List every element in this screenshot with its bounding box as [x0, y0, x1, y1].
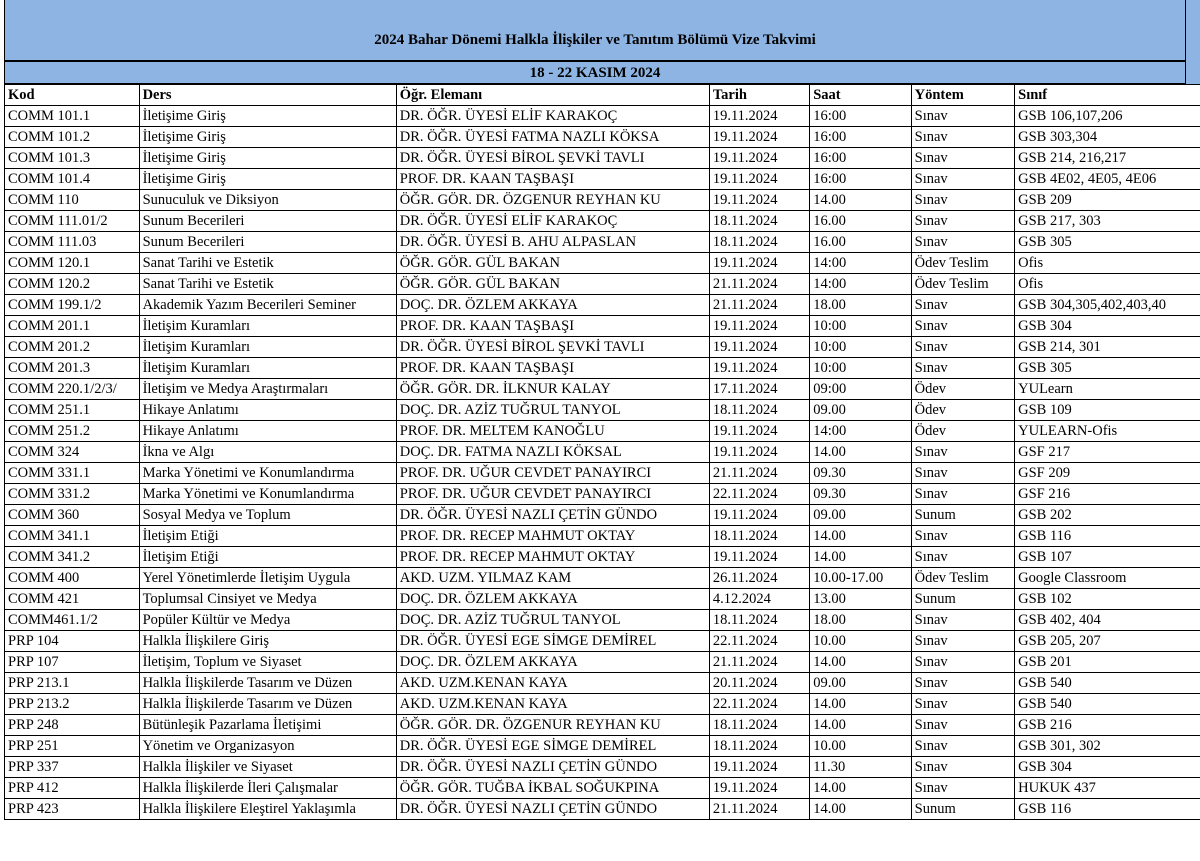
- cell-tarih[interactable]: 19.11.2024: [709, 547, 809, 568]
- cell-sinif[interactable]: GSB 540: [1015, 673, 1200, 694]
- cell-sinif[interactable]: GSF 216: [1015, 484, 1200, 505]
- cell-tarih[interactable]: 21.11.2024: [709, 463, 809, 484]
- cell-saat[interactable]: 16.00: [810, 232, 911, 253]
- cell-yontem[interactable]: Sınav: [911, 736, 1014, 757]
- cell-ders[interactable]: İletişime Giriş: [139, 169, 396, 190]
- cell-sinif[interactable]: GSB 214, 216,217: [1015, 148, 1200, 169]
- cell-yontem[interactable]: Ödev Teslim: [911, 568, 1014, 589]
- cell-saat[interactable]: 09.00: [810, 505, 911, 526]
- cell-sinif[interactable]: GSB 107: [1015, 547, 1200, 568]
- cell-tarih[interactable]: 22.11.2024: [709, 631, 809, 652]
- cell-ogr-elemani[interactable]: DOÇ. DR. ÖZLEM AKKAYA: [396, 295, 709, 316]
- cell-ders[interactable]: Sunum Becerileri: [139, 232, 396, 253]
- cell-yontem[interactable]: Sunum: [911, 505, 1014, 526]
- cell-tarih[interactable]: 19.11.2024: [709, 190, 809, 211]
- cell-saat[interactable]: 10.00: [810, 736, 911, 757]
- cell-tarih[interactable]: 19.11.2024: [709, 337, 809, 358]
- table-row: [5, 673, 1200, 694]
- cell-yontem[interactable]: Ödev: [911, 400, 1014, 421]
- cell-saat[interactable]: 14:00: [810, 253, 911, 274]
- cell-saat[interactable]: 14.00: [810, 778, 911, 799]
- cell-ders[interactable]: İletişim Kuramları: [139, 337, 396, 358]
- cell-ogr-elemani[interactable]: DR. ÖĞR. ÜYESİ BİROL ŞEVKİ TAVLI: [396, 148, 709, 169]
- cell-ogr-elemani[interactable]: DR. ÖĞR. ÜYESİ ELİF KARAKOÇ: [396, 211, 709, 232]
- cell-sinif[interactable]: GSB 102: [1015, 589, 1200, 610]
- cell-yontem[interactable]: Sınav: [911, 631, 1014, 652]
- cell-saat[interactable]: 14:00: [810, 274, 911, 295]
- cell-ogr-elemani[interactable]: AKD. UZM.KENAN KAYA: [396, 694, 709, 715]
- cell-yontem[interactable]: Sınav: [911, 694, 1014, 715]
- header-cell-sinif[interactable]: Sınıf: [1015, 85, 1200, 106]
- cell-sinif[interactable]: Ofis: [1015, 274, 1200, 295]
- cell-saat[interactable]: 09.00: [810, 673, 911, 694]
- cell-ogr-elemani[interactable]: AKD. UZM.KENAN KAYA: [396, 673, 709, 694]
- table-row: [5, 589, 1200, 610]
- cell-yontem[interactable]: Sınav: [911, 757, 1014, 778]
- cell-yontem[interactable]: Sınav: [911, 673, 1014, 694]
- cell-ders[interactable]: Hikaye Anlatımı: [139, 400, 396, 421]
- cell-ogr-elemani[interactable]: ÖĞR. GÖR. DR. ÖZGENUR REYHAN KU: [396, 715, 709, 736]
- cell-sinif[interactable]: GSB 540: [1015, 694, 1200, 715]
- cell-kod[interactable]: COMM 111.01/2: [5, 211, 140, 232]
- cell-ogr-elemani[interactable]: DOÇ. DR. AZİZ TUĞRUL TANYOL: [396, 610, 709, 631]
- cell-saat[interactable]: 14.00: [810, 442, 911, 463]
- cell-kod[interactable]: COMM 201.2: [5, 337, 140, 358]
- cell-saat[interactable]: 14:00: [810, 421, 911, 442]
- schedule-table: [4, 84, 1200, 820]
- table-row: [5, 421, 1200, 442]
- cell-sinif[interactable]: GSB 205, 207: [1015, 631, 1200, 652]
- cell-saat[interactable]: 16:00: [810, 106, 911, 127]
- cell-sinif[interactable]: GSB 217, 303: [1015, 211, 1200, 232]
- cell-ders[interactable]: İletişim Etiği: [139, 547, 396, 568]
- cell-ders[interactable]: Sosyal Medya ve Toplum: [139, 505, 396, 526]
- cell-yontem[interactable]: Sınav: [911, 463, 1014, 484]
- cell-yontem[interactable]: Sınav: [911, 547, 1014, 568]
- date-range[interactable]: 18 - 22 KASIM 2024: [4, 61, 1186, 84]
- table-row: [5, 526, 1200, 547]
- table-row: [5, 337, 1200, 358]
- cell-ders[interactable]: Halkla İlişkiler ve Siyaset: [139, 757, 396, 778]
- cell-saat[interactable]: 14.00: [810, 652, 911, 673]
- table-row: [5, 358, 1200, 379]
- cell-kod[interactable]: COMM 199.1/2: [5, 295, 140, 316]
- cell-saat[interactable]: 18.00: [810, 295, 911, 316]
- cell-ogr-elemani[interactable]: PROF. DR. KAAN TAŞBAŞI: [396, 358, 709, 379]
- cell-kod[interactable]: PRP 412: [5, 778, 140, 799]
- cell-saat[interactable]: 16.00: [810, 211, 911, 232]
- cell-ogr-elemani[interactable]: PROF. DR. UĞUR CEVDET PANAYIRCI: [396, 484, 709, 505]
- cell-sinif[interactable]: YULearn: [1015, 379, 1200, 400]
- cell-kod[interactable]: COMM 101.4: [5, 169, 140, 190]
- cell-saat[interactable]: 11.30: [810, 757, 911, 778]
- cell-kod[interactable]: PRP 107: [5, 652, 140, 673]
- table-row: [5, 694, 1200, 715]
- cell-tarih[interactable]: 19.11.2024: [709, 421, 809, 442]
- cell-saat[interactable]: 14.00: [810, 547, 911, 568]
- cell-yontem[interactable]: Sınav: [911, 190, 1014, 211]
- cell-tarih[interactable]: 18.11.2024: [709, 715, 809, 736]
- cell-ogr-elemani[interactable]: PROF. DR. UĞUR CEVDET PANAYIRCI: [396, 463, 709, 484]
- cell-ogr-elemani[interactable]: DR. ÖĞR. ÜYESİ NAZLI ÇETİN GÜNDO: [396, 505, 709, 526]
- cell-ders[interactable]: Halkla İlişkilerde İleri Çalışmalar: [139, 778, 396, 799]
- table-row: [5, 274, 1200, 295]
- cell-kod[interactable]: COMM 251.2: [5, 421, 140, 442]
- cell-ogr-elemani[interactable]: DOÇ. DR. FATMA NAZLI KÖKSAL: [396, 442, 709, 463]
- cell-kod[interactable]: COMM 110: [5, 190, 140, 211]
- cell-tarih[interactable]: 19.11.2024: [709, 358, 809, 379]
- cell-yontem[interactable]: Sınav: [911, 106, 1014, 127]
- cell-kod[interactable]: PRP 104: [5, 631, 140, 652]
- cell-tarih[interactable]: 19.11.2024: [709, 253, 809, 274]
- cell-ders[interactable]: İletişim, Toplum ve Siyaset: [139, 652, 396, 673]
- cell-ders[interactable]: Yerel Yönetimlerde İletişim Uygula: [139, 568, 396, 589]
- cell-tarih[interactable]: 18.11.2024: [709, 211, 809, 232]
- header-fill: [1186, 0, 1200, 85]
- cell-ders[interactable]: Halkla İlişkilerde Tasarım ve Düzen: [139, 673, 396, 694]
- cell-tarih[interactable]: 20.11.2024: [709, 673, 809, 694]
- cell-tarih[interactable]: 19.11.2024: [709, 757, 809, 778]
- cell-ogr-elemani[interactable]: ÖĞR. GÖR. DR. ÖZGENUR REYHAN KU: [396, 190, 709, 211]
- cell-tarih[interactable]: 18.11.2024: [709, 232, 809, 253]
- cell-yontem[interactable]: Sınav: [911, 442, 1014, 463]
- table-row: [5, 568, 1200, 589]
- cell-ogr-elemani[interactable]: DR. ÖĞR. ÜYESİ BİROL ŞEVKİ TAVLI: [396, 337, 709, 358]
- cell-sinif[interactable]: GSB 106,107,206: [1015, 106, 1200, 127]
- cell-yontem[interactable]: Sunum: [911, 799, 1014, 820]
- cell-saat[interactable]: 18.00: [810, 610, 911, 631]
- cell-kod[interactable]: COMM 201.1: [5, 316, 140, 337]
- table-row: [5, 778, 1200, 799]
- cell-ogr-elemani[interactable]: DOÇ. DR. ÖZLEM AKKAYA: [396, 589, 709, 610]
- cell-kod[interactable]: PRP 248: [5, 715, 140, 736]
- cell-saat[interactable]: 10:00: [810, 358, 911, 379]
- cell-yontem[interactable]: Ödev Teslim: [911, 253, 1014, 274]
- cell-saat[interactable]: 09.30: [810, 484, 911, 505]
- cell-ders[interactable]: Sanat Tarihi ve Estetik: [139, 253, 396, 274]
- cell-saat[interactable]: 09:00: [810, 379, 911, 400]
- cell-sinif[interactable]: GSB 303,304: [1015, 127, 1200, 148]
- cell-kod[interactable]: PRP 213.2: [5, 694, 140, 715]
- cell-yontem[interactable]: Ödev Teslim: [911, 274, 1014, 295]
- cell-sinif[interactable]: GSF 217: [1015, 442, 1200, 463]
- table-row: [5, 736, 1200, 757]
- cell-saat[interactable]: 10:00: [810, 337, 911, 358]
- cell-ogr-elemani[interactable]: PROF. DR. KAAN TAŞBAŞI: [396, 316, 709, 337]
- cell-yontem[interactable]: Sınav: [911, 316, 1014, 337]
- cell-yontem[interactable]: Sınav: [911, 169, 1014, 190]
- cell-ders[interactable]: İletişim Etiği: [139, 526, 396, 547]
- cell-ders[interactable]: İkna ve Algı: [139, 442, 396, 463]
- table-row: [5, 505, 1200, 526]
- cell-yontem[interactable]: Sınav: [911, 526, 1014, 547]
- table-row: [5, 757, 1200, 778]
- cell-ogr-elemani[interactable]: ÖĞR. GÖR. DR. İLKNUR KALAY: [396, 379, 709, 400]
- cell-tarih[interactable]: 19.11.2024: [709, 169, 809, 190]
- cell-ders[interactable]: Marka Yönetimi ve Konumlandırma: [139, 463, 396, 484]
- cell-tarih[interactable]: 18.11.2024: [709, 400, 809, 421]
- cell-ders[interactable]: Halkla İlişkilere Eleştirel Yaklaşımla: [139, 799, 396, 820]
- cell-ders[interactable]: Sunuculuk ve Diksiyon: [139, 190, 396, 211]
- cell-sinif[interactable]: GSB 305: [1015, 232, 1200, 253]
- cell-kod[interactable]: COMM 421: [5, 589, 140, 610]
- cell-sinif[interactable]: GSB 109: [1015, 400, 1200, 421]
- cell-sinif[interactable]: YULEARN-Ofis: [1015, 421, 1200, 442]
- cell-kod[interactable]: COMM 201.3: [5, 358, 140, 379]
- table-row: [5, 652, 1200, 673]
- cell-ogr-elemani[interactable]: PROF. DR. MELTEM KANOĞLU: [396, 421, 709, 442]
- cell-ders[interactable]: Sanat Tarihi ve Estetik: [139, 274, 396, 295]
- cell-tarih[interactable]: 18.11.2024: [709, 736, 809, 757]
- cell-tarih[interactable]: 17.11.2024: [709, 379, 809, 400]
- cell-yontem[interactable]: Sınav: [911, 211, 1014, 232]
- cell-tarih[interactable]: 19.11.2024: [709, 505, 809, 526]
- cell-sinif[interactable]: GSB 4E02, 4E05, 4E06: [1015, 169, 1200, 190]
- cell-tarih[interactable]: 22.11.2024: [709, 484, 809, 505]
- cell-ders[interactable]: İletişim ve Medya Araştırmaları: [139, 379, 396, 400]
- cell-kod[interactable]: COMM 101.3: [5, 148, 140, 169]
- table-row: [5, 379, 1200, 400]
- table-row: [5, 190, 1200, 211]
- cell-kod[interactable]: COMM461.1/2: [5, 610, 140, 631]
- cell-yontem[interactable]: Sınav: [911, 295, 1014, 316]
- cell-tarih[interactable]: 4.12.2024: [709, 589, 809, 610]
- cell-kod[interactable]: COMM 341.2: [5, 547, 140, 568]
- cell-sinif[interactable]: GSB 214, 301: [1015, 337, 1200, 358]
- cell-ders[interactable]: Toplumsal Cinsiyet ve Medya: [139, 589, 396, 610]
- cell-ders[interactable]: İletişim Kuramları: [139, 358, 396, 379]
- table-row: [5, 127, 1200, 148]
- cell-sinif[interactable]: GSF 209: [1015, 463, 1200, 484]
- cell-kod[interactable]: COMM 101.2: [5, 127, 140, 148]
- cell-tarih[interactable]: 26.11.2024: [709, 568, 809, 589]
- cell-sinif[interactable]: GSB 305: [1015, 358, 1200, 379]
- cell-kod[interactable]: COMM 331.2: [5, 484, 140, 505]
- table-row: [5, 106, 1200, 127]
- cell-kod[interactable]: PRP 251: [5, 736, 140, 757]
- cell-ogr-elemani[interactable]: DR. ÖĞR. ÜYESİ NAZLI ÇETİN GÜNDO: [396, 757, 709, 778]
- cell-saat[interactable]: 14.00: [810, 694, 911, 715]
- table-row: [5, 715, 1200, 736]
- cell-tarih[interactable]: 18.11.2024: [709, 526, 809, 547]
- header-cell-tarih[interactable]: Tarih: [709, 85, 809, 106]
- cell-saat[interactable]: 16:00: [810, 169, 911, 190]
- cell-ders[interactable]: Yönetim ve Organizasyon: [139, 736, 396, 757]
- cell-ogr-elemani[interactable]: ÖĞR. GÖR. GÜL BAKAN: [396, 253, 709, 274]
- cell-yontem[interactable]: Sınav: [911, 358, 1014, 379]
- cell-saat[interactable]: 13.00: [810, 589, 911, 610]
- header-cell-saat[interactable]: Saat: [810, 85, 911, 106]
- cell-ogr-elemani[interactable]: ÖĞR. GÖR. TUĞBA İKBAL SOĞUKPINA: [396, 778, 709, 799]
- cell-saat[interactable]: 16:00: [810, 127, 911, 148]
- cell-tarih[interactable]: 19.11.2024: [709, 316, 809, 337]
- table-row: [5, 232, 1200, 253]
- cell-tarih[interactable]: 19.11.2024: [709, 148, 809, 169]
- cell-kod[interactable]: COMM 101.1: [5, 106, 140, 127]
- cell-sinif[interactable]: GSB 116: [1015, 799, 1200, 820]
- cell-ogr-elemani[interactable]: DOÇ. DR. AZİZ TUĞRUL TANYOL: [396, 400, 709, 421]
- cell-yontem[interactable]: Ödev: [911, 421, 1014, 442]
- table-row: [5, 211, 1200, 232]
- cell-ders[interactable]: İletişime Giriş: [139, 106, 396, 127]
- cell-yontem[interactable]: Sunum: [911, 589, 1014, 610]
- cell-saat[interactable]: 14.00: [810, 715, 911, 736]
- sheet-title[interactable]: 2024 Bahar Dönemi Halkla İlişkiler ve Tanıtım Bölümü Vize Takvimi: [4, 0, 1186, 61]
- cell-ogr-elemani[interactable]: DR. ÖĞR. ÜYESİ FATMA NAZLI KÖKSA: [396, 127, 709, 148]
- cell-tarih[interactable]: 21.11.2024: [709, 652, 809, 673]
- cell-kod[interactable]: COMM 251.1: [5, 400, 140, 421]
- table-row: [5, 148, 1200, 169]
- cell-saat[interactable]: 10.00-17.00: [810, 568, 911, 589]
- cell-kod[interactable]: COMM 220.1/2/3/: [5, 379, 140, 400]
- cell-tarih[interactable]: 21.11.2024: [709, 799, 809, 820]
- cell-kod[interactable]: COMM 111.03: [5, 232, 140, 253]
- cell-saat[interactable]: 14.00: [810, 190, 911, 211]
- cell-sinif[interactable]: HUKUK 437: [1015, 778, 1200, 799]
- header-cell-kod[interactable]: Kod: [5, 85, 140, 106]
- cell-sinif[interactable]: GSB 304: [1015, 316, 1200, 337]
- cell-saat[interactable]: 10.00: [810, 631, 911, 652]
- table-row: [5, 253, 1200, 274]
- cell-ders[interactable]: İletişim Kuramları: [139, 316, 396, 337]
- cell-ogr-elemani[interactable]: PROF. DR. RECEP MAHMUT OKTAY: [396, 547, 709, 568]
- cell-sinif[interactable]: GSB 301, 302: [1015, 736, 1200, 757]
- cell-ogr-elemani[interactable]: ÖĞR. GÖR. GÜL BAKAN: [396, 274, 709, 295]
- header-cell-yontem[interactable]: Yöntem: [911, 85, 1014, 106]
- cell-yontem[interactable]: Sınav: [911, 610, 1014, 631]
- cell-tarih[interactable]: 18.11.2024: [709, 610, 809, 631]
- cell-sinif[interactable]: GSB 216: [1015, 715, 1200, 736]
- cell-yontem[interactable]: Sınav: [911, 652, 1014, 673]
- cell-ders[interactable]: Marka Yönetimi ve Konumlandırma: [139, 484, 396, 505]
- cell-ders[interactable]: Popüler Kültür ve Medya: [139, 610, 396, 631]
- cell-sinif[interactable]: Ofis: [1015, 253, 1200, 274]
- table-row: [5, 463, 1200, 484]
- cell-tarih[interactable]: 19.11.2024: [709, 442, 809, 463]
- cell-saat[interactable]: 09.00: [810, 400, 911, 421]
- cell-tarih[interactable]: 19.11.2024: [709, 106, 809, 127]
- cell-sinif[interactable]: GSB 201: [1015, 652, 1200, 673]
- table-row: [5, 547, 1200, 568]
- cell-ders[interactable]: Hikaye Anlatımı: [139, 421, 396, 442]
- cell-saat[interactable]: 10:00: [810, 316, 911, 337]
- cell-kod[interactable]: COMM 400: [5, 568, 140, 589]
- cell-tarih[interactable]: 21.11.2024: [709, 274, 809, 295]
- cell-ogr-elemani[interactable]: DR. ÖĞR. ÜYESİ NAZLI ÇETİN GÜNDO: [396, 799, 709, 820]
- cell-ogr-elemani[interactable]: AKD. UZM. YILMAZ KAM: [396, 568, 709, 589]
- cell-ogr-elemani[interactable]: PROF. DR. KAAN TAŞBAŞI: [396, 169, 709, 190]
- cell-sinif[interactable]: GSB 304,305,402,403,40: [1015, 295, 1200, 316]
- cell-yontem[interactable]: Sınav: [911, 232, 1014, 253]
- cell-saat[interactable]: 14.00: [810, 526, 911, 547]
- cell-ogr-elemani[interactable]: DR. ÖĞR. ÜYESİ B. AHU ALPASLAN: [396, 232, 709, 253]
- table-row: [5, 799, 1200, 820]
- cell-ders[interactable]: Sunum Becerileri: [139, 211, 396, 232]
- cell-ogr-elemani[interactable]: DR. ÖĞR. ÜYESİ EGE SİMGE DEMİREL: [396, 736, 709, 757]
- cell-ogr-elemani[interactable]: PROF. DR. RECEP MAHMUT OKTAY: [396, 526, 709, 547]
- cell-tarih[interactable]: 21.11.2024: [709, 295, 809, 316]
- cell-ogr-elemani[interactable]: DR. ÖĞR. ÜYESİ EGE SİMGE DEMİREL: [396, 631, 709, 652]
- table-row: [5, 400, 1200, 421]
- cell-yontem[interactable]: Ödev: [911, 379, 1014, 400]
- cell-yontem[interactable]: Sınav: [911, 484, 1014, 505]
- cell-kod[interactable]: COMM 331.1: [5, 463, 140, 484]
- cell-tarih[interactable]: 19.11.2024: [709, 778, 809, 799]
- cell-kod[interactable]: PRP 423: [5, 799, 140, 820]
- cell-ders[interactable]: Halkla İlişkilerde Tasarım ve Düzen: [139, 694, 396, 715]
- table-row: [5, 484, 1200, 505]
- cell-yontem[interactable]: Sınav: [911, 715, 1014, 736]
- cell-kod[interactable]: COMM 120.1: [5, 253, 140, 274]
- cell-ogr-elemani[interactable]: DR. ÖĞR. ÜYESİ ELİF KARAKOÇ: [396, 106, 709, 127]
- header-cell-ogr-elemani[interactable]: Öğr. Elemanı: [396, 85, 709, 106]
- cell-sinif[interactable]: GSB 116: [1015, 526, 1200, 547]
- cell-ders[interactable]: İletişime Giriş: [139, 148, 396, 169]
- cell-ders[interactable]: Akademik Yazım Becerileri Seminer: [139, 295, 396, 316]
- cell-kod[interactable]: PRP 337: [5, 757, 140, 778]
- cell-ogr-elemani[interactable]: DOÇ. DR. ÖZLEM AKKAYA: [396, 652, 709, 673]
- table-row: [5, 442, 1200, 463]
- cell-kod[interactable]: COMM 324: [5, 442, 140, 463]
- cell-yontem[interactable]: Sınav: [911, 127, 1014, 148]
- cell-yontem[interactable]: Sınav: [911, 778, 1014, 799]
- cell-ders[interactable]: Halkla İlişkilere Giriş: [139, 631, 396, 652]
- cell-saat[interactable]: 09.30: [810, 463, 911, 484]
- cell-sinif[interactable]: GSB 402, 404: [1015, 610, 1200, 631]
- table-row: [5, 295, 1200, 316]
- cell-sinif[interactable]: GSB 304: [1015, 757, 1200, 778]
- cell-kod[interactable]: COMM 360: [5, 505, 140, 526]
- cell-sinif[interactable]: GSB 202: [1015, 505, 1200, 526]
- cell-kod[interactable]: COMM 341.1: [5, 526, 140, 547]
- cell-tarih[interactable]: 19.11.2024: [709, 127, 809, 148]
- cell-saat[interactable]: 14.00: [810, 799, 911, 820]
- cell-saat[interactable]: 16:00: [810, 148, 911, 169]
- cell-tarih[interactable]: 22.11.2024: [709, 694, 809, 715]
- table-row: [5, 169, 1200, 190]
- cell-kod[interactable]: PRP 213.1: [5, 673, 140, 694]
- table-row: [5, 610, 1200, 631]
- cell-yontem[interactable]: Sınav: [911, 148, 1014, 169]
- header-cell-ders[interactable]: Ders: [139, 85, 396, 106]
- cell-ders[interactable]: Bütünleşik Pazarlama İletişimi: [139, 715, 396, 736]
- cell-sinif[interactable]: GSB 209: [1015, 190, 1200, 211]
- cell-sinif[interactable]: Google Classroom: [1015, 568, 1200, 589]
- cell-kod[interactable]: COMM 120.2: [5, 274, 140, 295]
- table-row: [5, 316, 1200, 337]
- header-row: [5, 85, 1200, 106]
- cell-ders[interactable]: İletişime Giriş: [139, 127, 396, 148]
- table-row: [5, 631, 1200, 652]
- cell-yontem[interactable]: Sınav: [911, 337, 1014, 358]
